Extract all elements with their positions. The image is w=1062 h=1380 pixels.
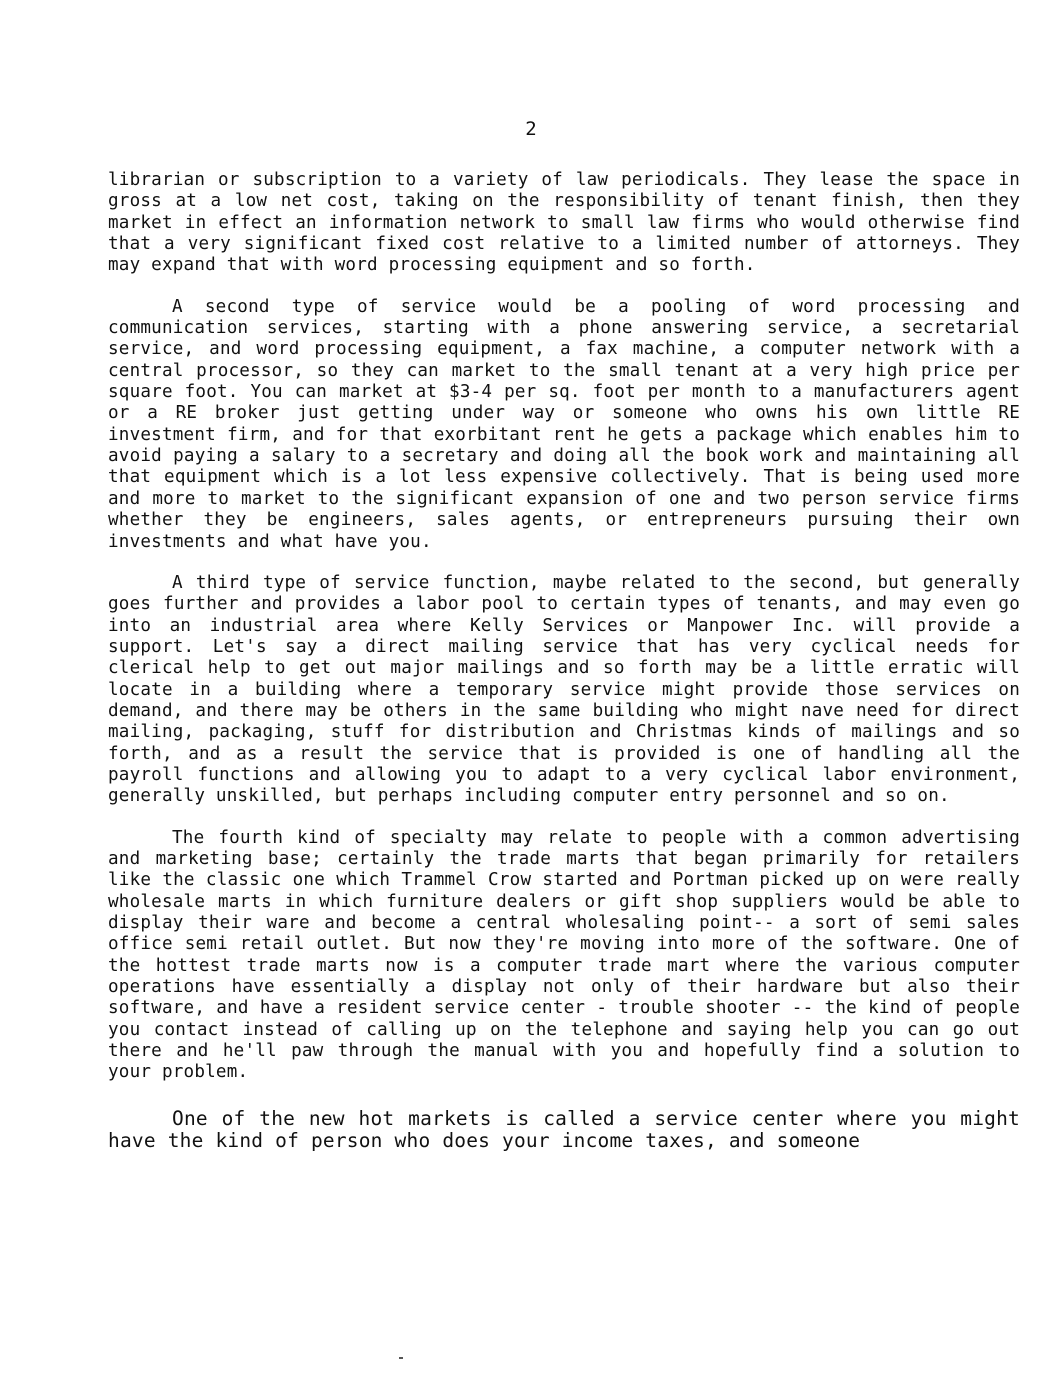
paragraph-trade-marts: The fourth kind of specialty may relate to people with a common advertising and marketing base; certainly the trade marts that began primarily for retailers like the classic one which Trammel Crow started and Portman picked up on were really wholesale marts in which furniture dealers or gift shop suppliers would be able to display their ware and become a central wholesaling point-- a sort of semi sales office semi retail outlet. But now they're moving into more of the software. One of the hottest trade marts now is a computer trade mart where the various computer operations have essentially a display not only of their hardware but also their software, and have a resident service center - trouble shooter -- the kind of people you contact instead of calling up on the telephone and saying help you can go out there and he'll paw through the manual with you and hopefully find a solution to your problem. — [108, 827, 1020, 1083]
scan-speck — [399, 1357, 403, 1359]
paragraph-service-center: One of the new hot markets is called a service center where you might have the kind of person who does your income taxes, and someone — [108, 1106, 1020, 1152]
page-number: 2 — [525, 118, 537, 140]
paragraph-labor-pool-service: A third type of service function, maybe related to the second, but generally goes further and provides a labor pool to certain types of tenants, and may even go into an industrial area where Kelly Services or Manpower Inc. will provide a support. Let's say a direct mailing service that has very cyclical needs for clerical help to get out major mailings and so forth may be a little erratic will locate in a building where a temporary service might provide those services on demand, and there may be others in the same building who might nave need for direct mailing, packaging, stuff for distribution and Christmas kinds of mailings and so forth, and as a result the service that is provided is one of handling all the payroll functions and allowing you to adapt to a very cyclical labor environment, generally unskilled, but perhaps including computer entry personnel and so on. — [108, 572, 1020, 807]
paragraph-law-library-service: librarian or subscription to a variety of law periodicals. They lease the space in gross at a low net cost, taking on the responsibility of tenant finish, then they market in effect an information network to small law firms who would otherwise find that a very significant fixed cost relative to a limited number of attorneys. They may expand that with word processing equipment and so forth. — [108, 170, 1020, 276]
paragraph-word-processing-pool: A second type of service would be a pooling of word processing and communication services, starting with a phone answering service, a secretarial service, and word processing equipment, a fax machine, a computer network with a central processor, so they can market to the small tenant at a very high price per square foot. You can market at $3-4 per sq. foot per month to a manufacturers agent or a RE broker just getting under way or someone who owns his own little RE investment firm, and for that exorbitant rent he gets a package which enables him to avoid paying a salary to a secretary and doing all the book work and maintaining all that equipment which is a lot less expensive collectively. That is being used more and more to market to the significant expansion of one and two person service firms whether they be engineers, sales agents, or entrepreneurs pursuing their own investments and what have you. — [108, 296, 1020, 552]
document-body — [108, 170, 1020, 1172]
